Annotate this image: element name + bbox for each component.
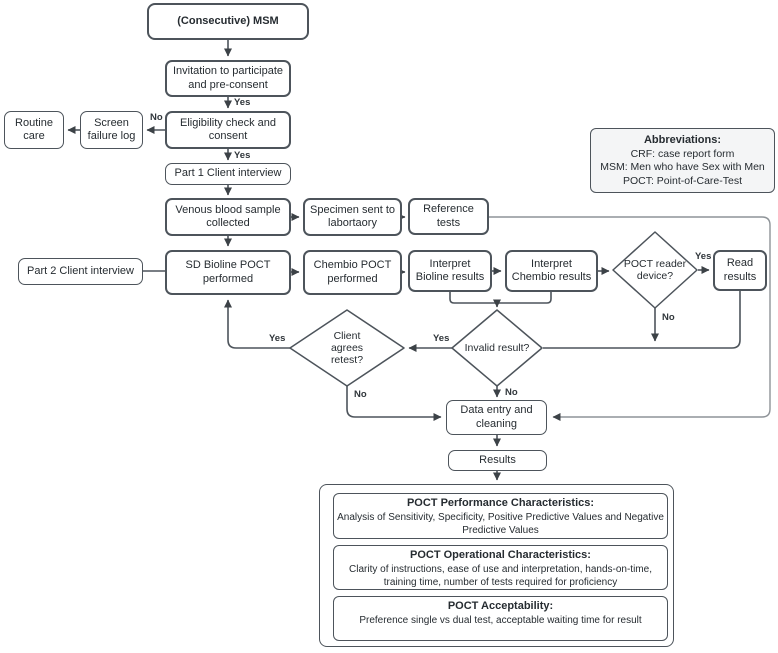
node-results: Results: [448, 450, 547, 471]
node-invitation: Invitation to participate and pre-consent: [165, 60, 291, 97]
decision-poct-reader-shape: [613, 232, 697, 308]
abbreviation-poct: POCT: Point-of-Care-Test: [622, 175, 743, 188]
outcome-operational-box: [333, 545, 668, 590]
edge-label-no-reader: No: [662, 312, 675, 323]
abbreviations-box: [590, 128, 775, 193]
edge-label-no-eligibility: No: [150, 112, 163, 123]
node-data-entry: Data entry and cleaning: [446, 400, 547, 435]
decision-retest-shape: [290, 310, 404, 386]
edge-label-no-retest: No: [354, 389, 367, 400]
edge-readresults-invalid: [543, 291, 740, 348]
node-venous-blood: Venous blood sample collected: [165, 198, 291, 236]
edge-label-yes-eligibility: Yes: [234, 150, 251, 161]
edge-label-yes-invitation: Yes: [234, 97, 251, 108]
node-consecutive-msm: (Consecutive) MSM: [147, 3, 309, 40]
outcome-acceptability-box: [333, 596, 668, 641]
decision-invalid-label: Invalid result?: [464, 341, 530, 354]
outcome-operational-title: POCT Operational Characteristics:: [410, 549, 591, 561]
decision-poct-reader-label: POCT reader device?: [623, 257, 687, 282]
outcome-performance-box: [333, 493, 668, 539]
node-sd-bioline-poct: SD Bioline POCT performed: [165, 250, 291, 295]
node-routine-care: Routine care: [4, 111, 64, 149]
outcome-performance-body: Analysis of Sensitivity, Specificity, Positive Predictive Values and Negative Predictive Values: [337, 511, 664, 536]
abbreviation-msm: MSM: Men who have Sex with Men: [600, 161, 765, 174]
abbreviations-title: Abbreviations:: [643, 134, 721, 146]
edge-label-yes-reader: Yes: [695, 251, 712, 262]
edge-label-yes-invalid: Yes: [433, 333, 450, 344]
outcome-acceptability-body: Preference single vs dual test, acceptable waiting time for result: [359, 614, 642, 626]
node-reference-tests: Reference tests: [408, 198, 489, 235]
decision-retest-label: Client agrees retest?: [330, 329, 364, 367]
abbreviation-crf: CRF: case report form: [630, 147, 735, 160]
node-chembio-poct: Chembio POCT performed: [303, 250, 402, 295]
outcome-performance-title: POCT Performance Characteristics:: [406, 497, 595, 509]
node-interpret-chembio: Interpret Chembio results: [505, 250, 598, 292]
node-interpret-bioline: Interpret Bioline results: [408, 250, 492, 292]
outcome-operational-body: Clarity of instructions, ease of use and interpretation, hands-on-time, training time, number of tests required for proficiency: [349, 563, 652, 588]
edge-label-yes-retest: Yes: [269, 333, 286, 344]
node-read-results: Read results: [713, 250, 767, 291]
edge-label-no-invalid: No: [505, 387, 518, 398]
node-part1-interview: Part 1 Client interview: [165, 163, 291, 185]
decision-invalid-shape: [452, 310, 542, 386]
node-eligibility-check: Eligibility check and consent: [165, 111, 291, 149]
edge-reference-to-dataentry: [489, 217, 770, 417]
edge-interpret-merge: [450, 292, 551, 303]
node-part2-interview: Part 2 Client interview: [18, 258, 143, 285]
node-specimen-sent: Specimen sent to labortaory: [303, 198, 402, 236]
outcome-acceptability-title: POCT Acceptability:: [447, 600, 554, 612]
node-screen-failure-log: Screen failure log: [80, 111, 143, 149]
